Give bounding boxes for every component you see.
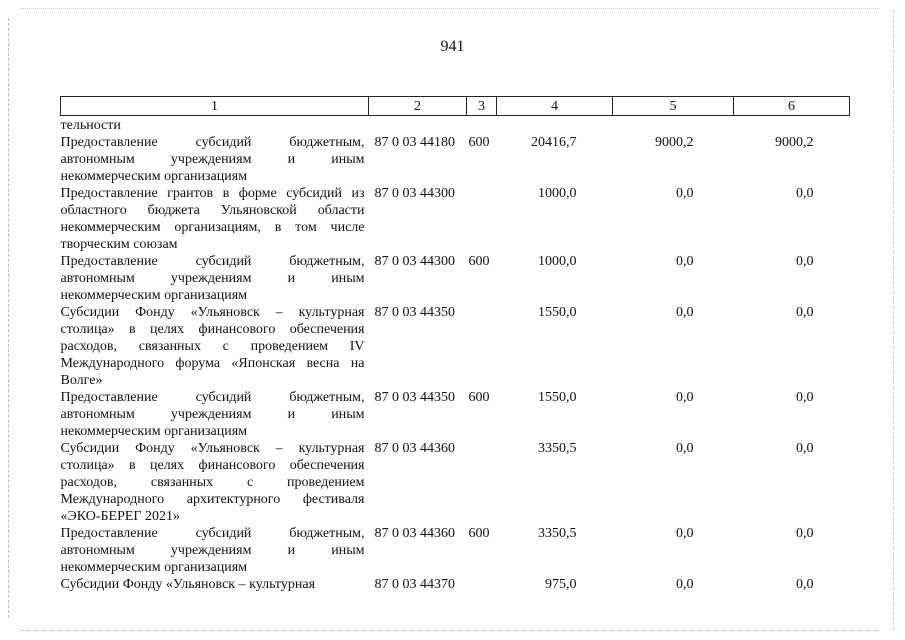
row-name-cell: Предоставление субсидий бюджетным, автономным учреждениям и иным некоммерческим организациям bbox=[60, 390, 365, 439]
row-code-cell: 87 0 03 44300 bbox=[374, 254, 455, 269]
row-amount-2021-cell: 0,0 bbox=[676, 441, 694, 456]
table-row bbox=[61, 134, 850, 185]
row-name-cell: Субсидии Фонду «Ульяновск – культурная столица» в целях финансового обеспечения расходов, связанных с проведением Международного архитектурного фестиваля «ЭКО-БЕРЕГ 2021» bbox=[60, 441, 365, 524]
row-amount-2021-cell: 0,0 bbox=[676, 254, 694, 269]
row-name-cell: тельности bbox=[60, 118, 121, 133]
row-code-cell bbox=[369, 116, 467, 135]
row-code-cell: 87 0 03 44350 bbox=[374, 390, 455, 405]
row-amount-2022-cell bbox=[734, 116, 850, 135]
row-type-cell: 600 bbox=[468, 390, 490, 405]
column-header-1: 1 bbox=[61, 97, 369, 116]
row-type-cell: 600 bbox=[468, 135, 490, 150]
column-header-4: 4 bbox=[497, 97, 613, 116]
column-header-6: 6 bbox=[734, 97, 850, 116]
row-code-cell: 87 0 03 44370 bbox=[374, 577, 455, 592]
row-name-cell: Предоставление субсидий бюджетным, автономным учреждениям и иным некоммерческим организациям bbox=[60, 254, 365, 303]
row-code-cell: 87 0 03 44360 bbox=[374, 526, 455, 541]
row-amount-2020-cell: 1000,0 bbox=[538, 254, 577, 269]
table-body bbox=[61, 116, 850, 594]
row-amount-2021-cell bbox=[613, 116, 734, 135]
table-row bbox=[61, 389, 850, 440]
row-type-cell bbox=[467, 576, 497, 593]
row-code-cell: 87 0 03 44360 bbox=[374, 441, 455, 456]
row-code-cell: 87 0 03 44350 bbox=[374, 305, 455, 320]
row-amount-2022-cell: 9000,2 bbox=[775, 135, 814, 150]
row-code-cell: 87 0 03 44300 bbox=[374, 186, 455, 201]
row-type-cell bbox=[467, 185, 497, 253]
budget-table bbox=[60, 96, 850, 593]
table-row bbox=[61, 440, 850, 525]
row-amount-2021-cell: 0,0 bbox=[676, 305, 694, 320]
row-amount-2020-cell bbox=[497, 116, 613, 135]
row-amount-2021-cell: 0,0 bbox=[676, 390, 694, 405]
row-amount-2022-cell: 0,0 bbox=[796, 526, 814, 541]
page-number: 941 bbox=[440, 38, 465, 55]
table-row bbox=[61, 253, 850, 304]
table-row bbox=[61, 525, 850, 576]
row-code-cell: 87 0 03 44180 bbox=[374, 135, 455, 150]
row-amount-2020-cell: 1000,0 bbox=[538, 186, 577, 201]
row-amount-2021-cell: 0,0 bbox=[676, 577, 694, 592]
scan-edge-right bbox=[893, 10, 895, 630]
row-amount-2021-cell: 0,0 bbox=[676, 526, 694, 541]
table-row bbox=[61, 304, 850, 389]
row-name-cell: Субсидии Фонду «Ульяновск – культурная bbox=[60, 577, 316, 592]
column-header-3: 3 bbox=[467, 97, 497, 116]
row-type-cell bbox=[467, 304, 497, 389]
row-amount-2021-cell: 9000,2 bbox=[655, 135, 694, 150]
row-name-cell: Предоставление субсидий бюджетным, автономным учреждениям и иным некоммерческим организациям bbox=[60, 526, 365, 575]
column-header-2: 2 bbox=[369, 97, 467, 116]
scan-edge-top bbox=[20, 8, 880, 10]
row-amount-2020-cell: 975,0 bbox=[545, 577, 577, 592]
row-type-cell: 600 bbox=[468, 526, 490, 541]
row-amount-2020-cell: 3350,5 bbox=[538, 441, 577, 456]
row-type-cell: 600 bbox=[468, 254, 490, 269]
row-amount-2022-cell: 0,0 bbox=[796, 305, 814, 320]
row-amount-2020-cell: 1550,0 bbox=[538, 305, 577, 320]
row-amount-2022-cell: 0,0 bbox=[796, 441, 814, 456]
table-row bbox=[61, 185, 850, 253]
row-amount-2022-cell: 0,0 bbox=[796, 577, 814, 592]
column-header-5: 5 bbox=[613, 97, 734, 116]
table-row bbox=[61, 576, 850, 593]
scan-edge-left bbox=[8, 18, 10, 618]
row-amount-2020-cell: 3350,5 bbox=[538, 526, 577, 541]
row-type-cell bbox=[467, 116, 497, 135]
row-amount-2022-cell: 0,0 bbox=[796, 254, 814, 269]
row-name-cell: Предоставление грантов в форме субсидий из областного бюджета Ульяновской области некоммерческим организациям, в том числе творческим союзам bbox=[60, 186, 365, 252]
row-amount-2021-cell: 0,0 bbox=[676, 186, 694, 201]
row-name-cell: Предоставление субсидий бюджетным, автономным учреждениям и иным некоммерческим организациям bbox=[60, 135, 365, 184]
row-type-cell bbox=[467, 440, 497, 525]
row-name-cell: Субсидии Фонду «Ульяновск – культурная столица» в целях финансового обеспечения расходов, связанных с проведением IV Международного форума «Японская весна на Волге» bbox=[60, 305, 365, 388]
scan-edge-bottom bbox=[20, 630, 880, 632]
header-row bbox=[61, 97, 850, 116]
table-row bbox=[61, 116, 850, 135]
row-amount-2022-cell: 0,0 bbox=[796, 390, 814, 405]
row-amount-2020-cell: 1550,0 bbox=[538, 390, 577, 405]
row-amount-2020-cell: 20416,7 bbox=[531, 135, 577, 150]
row-amount-2022-cell: 0,0 bbox=[796, 186, 814, 201]
